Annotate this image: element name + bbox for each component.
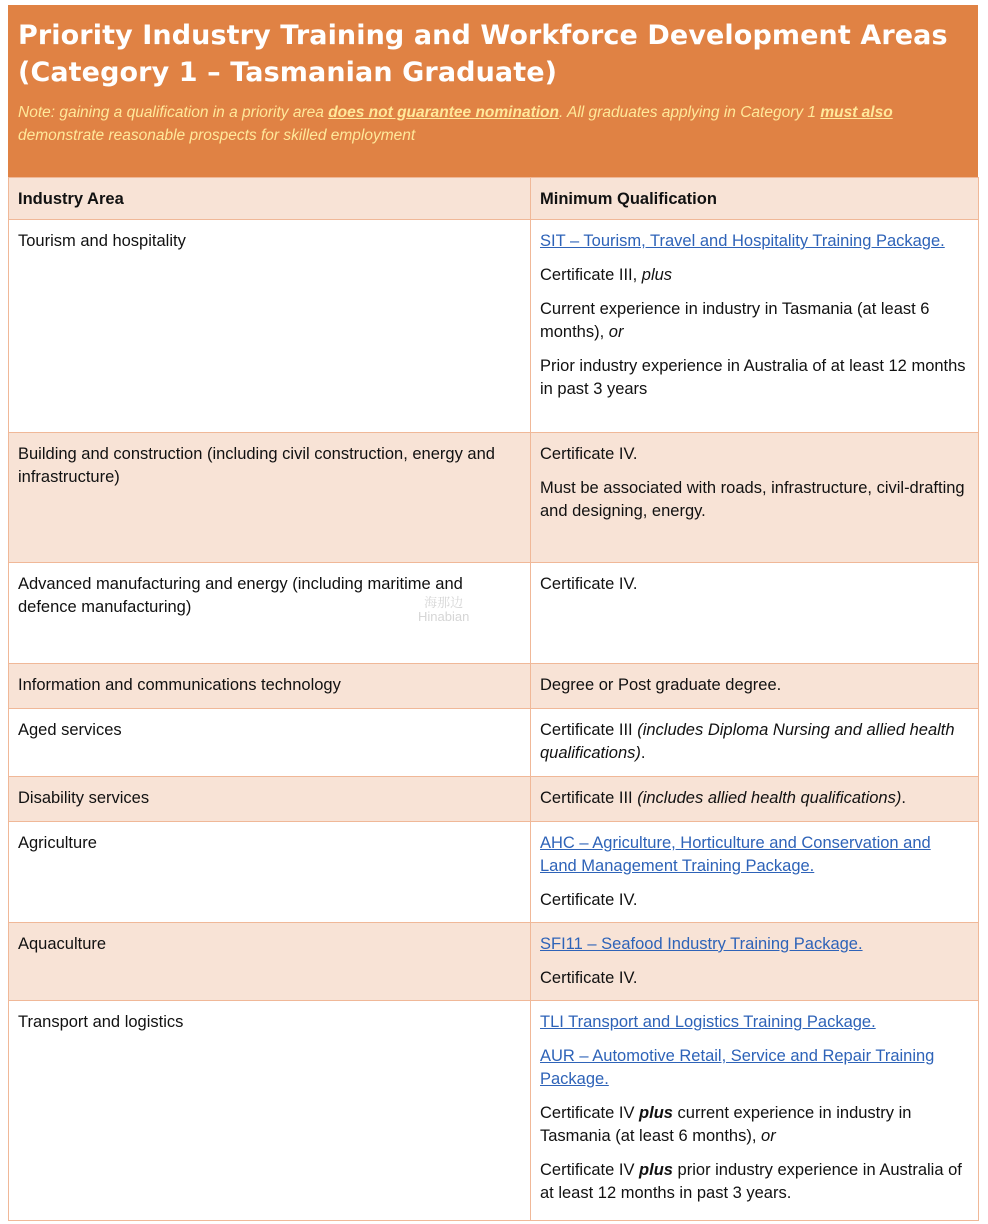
table-row (9, 563, 979, 664)
qualification-line: Current experience in industry in Tasmania (at least 6 months), or (540, 300, 930, 341)
industry-area-cell: Aged services (9, 709, 531, 777)
qualification-line: Certificate IV. (540, 969, 638, 987)
sit-training-package-link[interactable]: SIT – Tourism, Travel and Hospitality Training Package. (540, 232, 945, 250)
qualification-line: Certificate IV. (540, 891, 638, 909)
qualification-line: Certificate III (includes Diploma Nursing and allied health qualifications). (540, 721, 955, 762)
industry-area-cell: Building and construction (including civil construction, energy and infrastructure) (9, 433, 531, 563)
note-emphasis-must-also: must also (820, 104, 893, 121)
industry-area-cell: Transport and logistics (9, 1001, 531, 1221)
title-line-2: (Category 1 – Tasmanian Graduate) (18, 57, 558, 88)
qualification-line: Certificate IV plus current experience in industry in Tasmania (at least 6 months), or (540, 1104, 912, 1145)
title-line-1: Priority Industry Training and Workforce Development Areas (18, 20, 948, 51)
industry-area-cell: Disability services (9, 777, 531, 822)
qualification-line: Prior industry experience in Australia of at least 12 months in past 3 years (540, 357, 966, 398)
qualification-cell (531, 822, 979, 923)
industry-area-cell: Aquaculture (9, 923, 531, 1001)
industry-area-cell: Advanced manufacturing and energy (including maritime and defence manufacturing) (9, 563, 531, 664)
qualification-table (8, 177, 979, 1221)
aur-training-package-link[interactable]: AUR – Automotive Retail, Service and Repair Training Package. (540, 1047, 935, 1088)
qualification-cell (531, 563, 979, 664)
table-row (9, 1001, 979, 1221)
table-row (9, 664, 979, 709)
header-industry-area: Industry Area (9, 178, 531, 220)
table-header-row (9, 178, 979, 220)
watermark (418, 596, 469, 624)
qualification-line: Certificate III, plus (540, 266, 673, 284)
qualification-line: Must be associated with roads, infrastructure, civil-drafting and designing, energy. (540, 479, 965, 520)
qualification-line: Certificate IV. (540, 445, 638, 463)
qualification-cell (531, 1001, 979, 1221)
table-row (9, 220, 979, 433)
note-part-3: demonstrate reasonable prospects for skilled employment (18, 127, 416, 144)
industry-area-cell: Information and communications technology (9, 664, 531, 709)
table-row (9, 433, 979, 563)
qualification-cell (531, 664, 979, 709)
qualification-line: Degree or Post graduate degree. (540, 676, 782, 694)
note-text (18, 101, 968, 147)
table-row (9, 777, 979, 822)
page-title (18, 17, 968, 91)
header-minimum-qualification: Minimum Qualification (531, 178, 979, 220)
note-emphasis-no-guarantee: does not guarantee nomination (328, 104, 559, 121)
qualification-cell (531, 923, 979, 1001)
qualification-cell (531, 777, 979, 822)
qualification-line: Certificate IV plus prior industry experience in Australia of at least 12 months in past 3 years. (540, 1161, 962, 1202)
sfi11-training-package-link[interactable]: SFI11 – Seafood Industry Training Package. (540, 935, 863, 953)
industry-area-cell: Tourism and hospitality (9, 220, 531, 433)
table-row (9, 709, 979, 777)
qualification-cell (531, 220, 979, 433)
qualification-cell (531, 709, 979, 777)
industry-area-cell: Agriculture (9, 822, 531, 923)
table-row (9, 923, 979, 1001)
qualification-cell (531, 433, 979, 563)
watermark-line-1: 海那边 (424, 595, 464, 610)
note-part-1: Note: gaining a qualification in a priority area (18, 104, 329, 121)
tli-training-package-link[interactable]: TLI Transport and Logistics Training Package. (540, 1013, 876, 1031)
qualification-line: Certificate III (includes allied health qualifications). (540, 789, 906, 807)
note-part-2: . All graduates applying in Category 1 (558, 104, 821, 121)
watermark-line-2: Hinabian (418, 609, 470, 624)
qualification-line: Certificate IV. (540, 575, 638, 593)
table-row (9, 822, 979, 923)
document (8, 5, 978, 1221)
ahc-training-package-link[interactable]: AHC – Agriculture, Horticulture and Conservation and Land Management Training Package. (540, 834, 931, 875)
title-banner (8, 5, 978, 177)
